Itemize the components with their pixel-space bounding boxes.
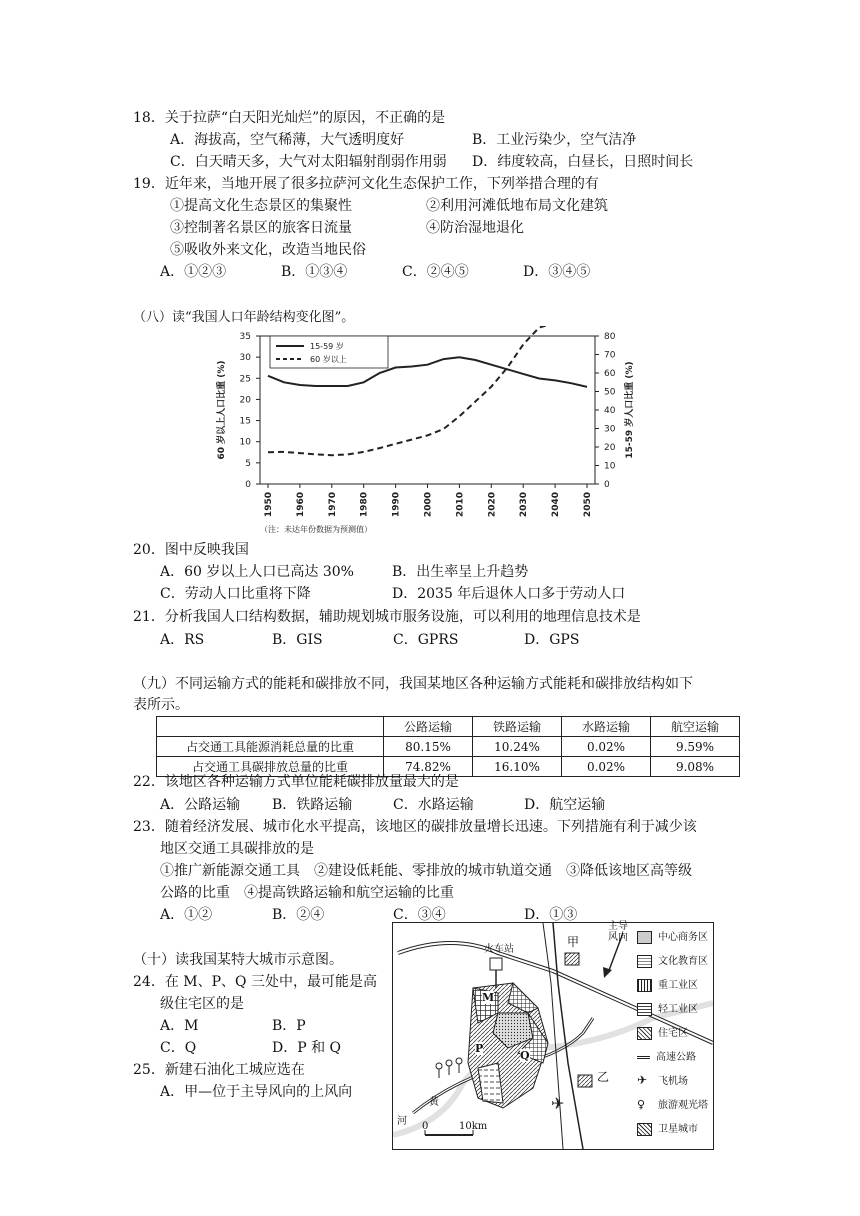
table-row-label: 占交通工具碳排放总量的比重	[157, 757, 384, 777]
right-axis-label: 15-59 岁人口比重 (%)	[625, 361, 635, 459]
q21-option-a[interactable]: A．RS	[160, 632, 205, 648]
table-cell: 0.02%	[562, 737, 651, 757]
map-label-m: M	[482, 991, 495, 1004]
q24-stem-line1: 24．在 M、P、Q 三处中，最可能是高	[133, 974, 377, 990]
legend-airport	[637, 1072, 688, 1087]
q19-option-a[interactable]: A．①②③	[160, 264, 227, 280]
map-river-label-1: 黄	[429, 1097, 439, 1108]
legend-expressway	[637, 1048, 696, 1063]
q24-option-c[interactable]: C．Q	[160, 1040, 197, 1056]
table-header: 公路运输	[384, 717, 473, 737]
left-axis-label: 60 岁以上人口比重 (%)	[217, 360, 227, 460]
q24-option-d[interactable]: D．P 和 Q	[272, 1040, 342, 1056]
q20-option-d[interactable]: D．2035 年后退休人口多于劳动人口	[392, 586, 626, 602]
q25-option-a[interactable]: A．甲—位于主导风向的上风向	[160, 1084, 353, 1100]
q22-option-a[interactable]: A．公路运输	[160, 797, 241, 813]
table-corner	[157, 717, 384, 737]
legend-label: 重工业区	[658, 980, 698, 991]
q21-option-c[interactable]: C．GPRS	[393, 632, 459, 648]
x-tick-label: 2050	[583, 492, 593, 518]
q23-stem-line1: 23．随着经济发展、城市化水平提高，该地区的碳排放量增长迅速。下列措施有利于减少该	[133, 819, 697, 835]
q19-option-b[interactable]: B．①③④	[281, 264, 348, 280]
left-tick-label: 0	[245, 480, 251, 490]
left-tick-label: 20	[239, 395, 251, 406]
table-header-row	[157, 717, 740, 737]
legend-tower	[637, 1096, 708, 1111]
q21-option-d[interactable]: D．GPS	[524, 632, 580, 648]
right-tick-label: 40	[604, 406, 616, 416]
table-header: 航空运输	[651, 717, 740, 737]
map-label-jia: 甲	[567, 935, 580, 949]
q19-option-d[interactable]: D．③④⑤	[523, 264, 591, 280]
q24-option-a[interactable]: A．M	[160, 1018, 199, 1034]
legend-cbd	[637, 928, 708, 944]
satellite-city-swatch-icon	[637, 1123, 652, 1136]
q21-stem: 21．分析我国人口结构数据，辅助规划城市服务设施，可以利用的地理信息技术是	[133, 609, 641, 625]
q18-option-a[interactable]: A．海拔高，空气稀薄，大气透明度好	[170, 132, 405, 148]
x-tick-label: 1970	[327, 492, 338, 518]
q22-stem: 22．该地区各种运输方式单位能耗碳排放量最大的是	[133, 774, 459, 790]
x-tick-label: 2040	[551, 492, 562, 518]
section-9-intro-line2: 表所示。	[133, 697, 189, 713]
map-label-q: Q	[520, 1049, 530, 1062]
q19-item-4: ④防治湿地退化	[426, 220, 524, 236]
left-tick-label: 15	[239, 416, 251, 427]
table-cell: 16.10%	[473, 757, 562, 777]
education-swatch-icon	[637, 955, 652, 968]
right-tick-label: 30	[604, 424, 616, 435]
table-cell: 80.15%	[384, 737, 473, 757]
table-row-label: 占交通工具能源消耗总量的比重	[157, 737, 384, 757]
q18-option-c[interactable]: C．白天晴天多，大气对太阳辐射削弱作用弱	[170, 154, 447, 170]
residential-swatch-icon	[637, 1027, 652, 1040]
q23-items-line1: ①推广新能源交通工具 ②建设低耗能、零排放的城市轨道交通 ③降低该地区高等级	[160, 863, 692, 879]
legend-label: 飞机场	[658, 1076, 688, 1087]
right-tick-label: 10	[604, 461, 616, 472]
q18-stem: 18．关于拉萨“白天阳光灿烂”的原因，不正确的是	[133, 110, 446, 126]
q21-option-b[interactable]: B．GIS	[272, 632, 323, 648]
right-tick-label: 20	[604, 443, 616, 453]
q18-option-b[interactable]: B．工业污染少，空气洁净	[472, 132, 637, 148]
legend-label: 60 岁以上	[310, 355, 347, 364]
map-label-yi: 乙	[597, 1070, 610, 1084]
q23-stem-line2: 地区交通工具碳排放的是	[160, 841, 314, 857]
table-cell: 9.59%	[651, 737, 740, 757]
x-tick-label: 1980	[359, 492, 370, 518]
q24-option-b[interactable]: B．P	[272, 1018, 306, 1034]
svg-text:✈: ✈	[551, 1094, 565, 1113]
legend-label: 旅游观光塔	[658, 1100, 708, 1111]
map-scale-10km: 10km	[459, 1121, 488, 1132]
expressway-icon	[637, 1056, 650, 1062]
q19-item-5: ⑤吸收外来文化，改造当地民俗	[170, 242, 366, 258]
q22-option-b[interactable]: B．铁路运输	[272, 797, 353, 813]
x-tick-label: 2010	[455, 492, 466, 518]
transport-table	[156, 716, 740, 777]
q20-stem: 20．图中反映我国	[133, 542, 249, 558]
q23-items-line2: 公路的比重 ④提高铁路运输和航空运输的比重	[160, 885, 454, 901]
table-cell: 0.02%	[562, 757, 651, 777]
left-tick-label: 25	[239, 374, 251, 385]
x-tick-label: 2020	[487, 492, 498, 518]
legend-label: 中心商务区	[658, 932, 708, 943]
airplane-icon: ✈	[637, 1073, 648, 1087]
q22-option-d[interactable]: D．航空运输	[524, 797, 606, 813]
right-tick-label: 50	[604, 387, 616, 398]
right-tick-label: 80	[604, 332, 616, 342]
light-industry-swatch-icon	[637, 1003, 652, 1016]
q19-item-1: ①提高文化生态景区的集聚性	[170, 198, 352, 214]
section-9-intro-line1: （九）不同运输方式的能耗和碳排放不同，我国某地区各种运输方式能耗和碳排放结构如下	[133, 676, 693, 692]
section-8-title: （八）读“我国人口年龄结构变化图”。	[133, 310, 355, 325]
table-cell: 9.08%	[651, 757, 740, 777]
left-tick-label: 5	[245, 458, 251, 469]
q20-option-a[interactable]: A．60 岁以上人口已高达 30%	[160, 564, 354, 580]
table-cell: 74.82%	[384, 757, 473, 777]
q18-option-d[interactable]: D．纬度较高，白昼长，日照时间长	[472, 154, 694, 170]
x-tick-label: 2000	[423, 492, 434, 518]
left-tick-label: 35	[239, 332, 251, 342]
q22-option-c[interactable]: C．水路运输	[393, 797, 474, 813]
map-scale-zero: 0	[422, 1121, 429, 1132]
chart-note: （注：未达年份数据为预测值）	[260, 525, 372, 534]
legend-label: 文化教育区	[658, 956, 708, 967]
x-tick-label: 2030	[519, 492, 530, 518]
legend-light-industry	[637, 1000, 698, 1016]
cbd-swatch-icon	[637, 931, 652, 944]
legend-heavy-industry	[637, 976, 698, 992]
q19-item-2: ②利用河滩低地布局文化建筑	[426, 198, 608, 214]
map-station-label: 火车站	[484, 944, 514, 955]
legend-label: 高速公路	[656, 1052, 696, 1063]
q20-option-b[interactable]: B．出生率呈上升趋势	[392, 564, 529, 580]
legend-label: 15-59 岁	[310, 342, 344, 351]
left-tick-label: 30	[239, 353, 251, 364]
q20-option-c[interactable]: C．劳动人口比重将下降	[160, 586, 311, 602]
q23-option-b[interactable]: B．②④	[272, 907, 325, 923]
section-10-title: （十）读我国某特大城市示意图。	[133, 952, 343, 968]
population-age-chart	[212, 326, 642, 540]
q19-option-c[interactable]: C．②④⑤	[402, 264, 469, 280]
table-header: 铁路运输	[473, 717, 562, 737]
right-tick-label: 70	[604, 350, 616, 361]
x-tick-label: 1950	[264, 492, 274, 518]
legend-label: 轻工业区	[658, 1004, 698, 1015]
legend-label: 住宅区	[658, 1028, 688, 1039]
legend-satellite-city	[637, 1120, 698, 1136]
map-river-label-2: 河	[397, 1116, 407, 1127]
q19-stem: 19．近年来，当地开展了很多拉萨河文化生态保护工作，下列举措合理的有	[133, 176, 599, 192]
table-row	[157, 737, 740, 757]
table-cell: 10.24%	[473, 737, 562, 757]
legend-residential	[637, 1024, 688, 1040]
q24-stem-line2: 级住宅区的是	[160, 996, 244, 1012]
x-tick-label: 1960	[295, 492, 306, 518]
q23-option-a[interactable]: A．①②	[160, 907, 213, 923]
tower-icon: ♀	[637, 1098, 646, 1111]
legend-education	[637, 952, 708, 968]
x-tick-label: 1990	[391, 492, 402, 518]
q23-option-d[interactable]: D．①③	[524, 907, 578, 923]
map-wind-label: 主导风向	[608, 921, 628, 943]
heavy-industry-swatch-icon	[637, 979, 652, 992]
table-header: 水路运输	[562, 717, 651, 737]
q23-option-c[interactable]: C．③④	[393, 907, 446, 923]
right-tick-label: 60	[604, 369, 616, 379]
q25-stem: 25．新建石油化工城应选在	[133, 1062, 305, 1078]
right-tick-label: 0	[604, 480, 610, 490]
legend-label: 卫星城市	[658, 1124, 698, 1135]
map-label-p: P	[475, 1042, 484, 1055]
left-tick-label: 10	[239, 437, 251, 448]
q19-item-3: ③控制著名景区的旅客日流量	[170, 220, 352, 236]
